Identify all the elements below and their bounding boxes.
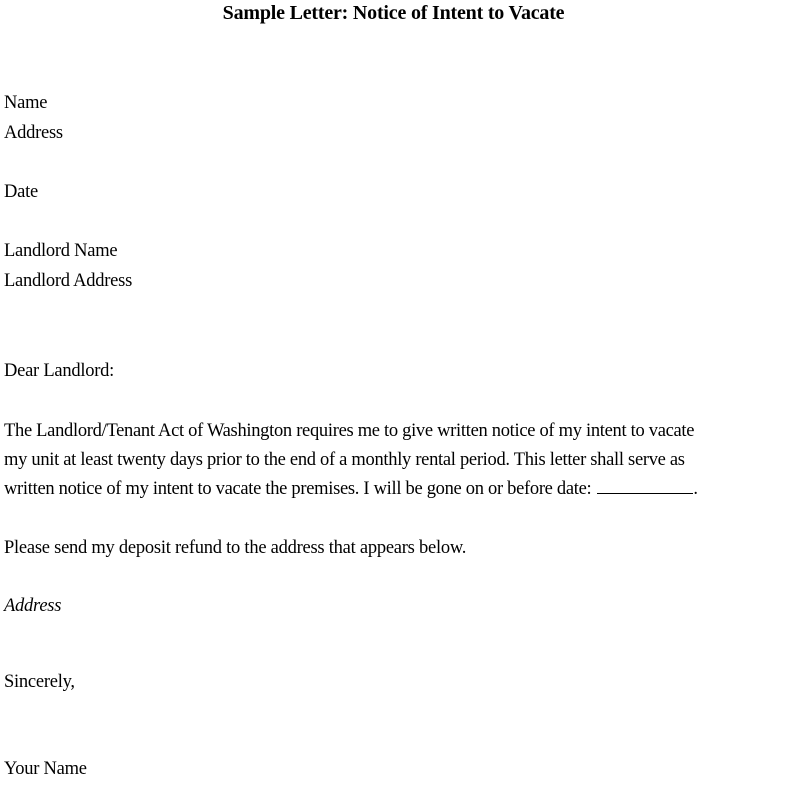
body-paragraph: [4, 417, 784, 504]
document-title: Sample Letter: Notice of Intent to Vacate: [222, 2, 565, 24]
return-address: Address: [4, 596, 62, 616]
date-blank-line: [597, 492, 693, 494]
sender-address: Address: [4, 123, 63, 143]
closing: Sincerely,: [4, 672, 75, 692]
letter-date: Date: [4, 182, 38, 202]
refund-request: Please send my deposit refund to the address that appears below.: [4, 538, 467, 558]
salutation: Dear Landlord:: [4, 361, 115, 381]
body-line-3-text: written notice of my intent to vacate the premises. I will be gone on or before date:: [4, 479, 592, 499]
body-line-1: The Landlord/Tenant Act of Washington requires me to give written notice of my intent to vacate: [4, 421, 695, 441]
landlord-name: Landlord Name: [4, 241, 118, 261]
landlord-address: Landlord Address: [4, 271, 133, 291]
body-line-3-end: .: [693, 479, 698, 499]
signature-name: Your Name: [4, 759, 87, 779]
sender-name: Name: [4, 93, 48, 113]
body-line-3: [4, 475, 784, 504]
body-line-2: my unit at least twenty days prior to the end of a monthly rental period. This letter shall serve as: [4, 450, 685, 470]
